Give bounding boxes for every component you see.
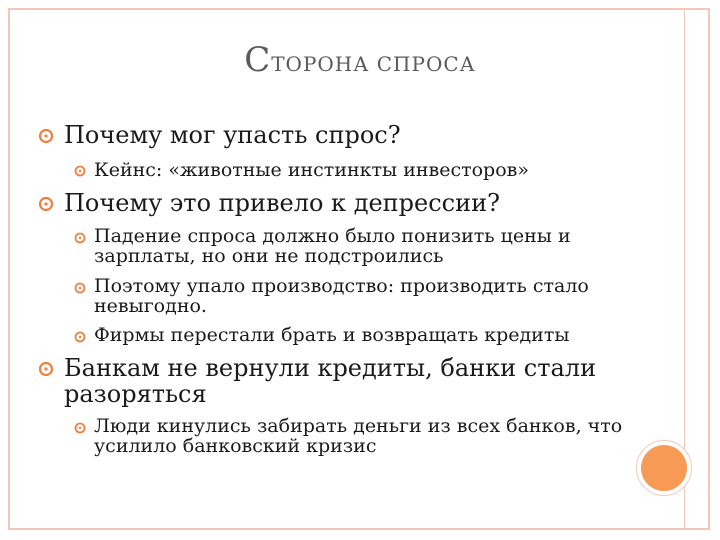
sub-bullet-icon bbox=[74, 282, 86, 294]
sub-bullet-text: Фирмы перестали брать и возвращать кредиты bbox=[94, 324, 570, 346]
sub-bullet-text: Кейнс: «животные инстинкты инвесторов» bbox=[94, 159, 529, 181]
frame-accent-line bbox=[684, 10, 685, 530]
sub-bullet-icon bbox=[74, 422, 86, 434]
sub-bullet-icon bbox=[74, 165, 86, 177]
bullet-icon bbox=[38, 361, 54, 377]
title-rest: ТОРОНА СПРОСА bbox=[271, 52, 476, 76]
sub-bullet-icon bbox=[74, 232, 86, 244]
bullet-text: Почему мог упасть спрос? bbox=[64, 121, 401, 149]
sub-bullet-text: Поэтому упало производство: производить стало невыгодно. bbox=[94, 275, 589, 317]
decorative-circle bbox=[641, 445, 687, 491]
slide-title bbox=[0, 40, 720, 80]
bullet-icon bbox=[38, 128, 54, 144]
bullet-text: Почему это привело к депрессии? bbox=[64, 189, 500, 217]
bullet-icon bbox=[38, 196, 54, 212]
title-initial: С bbox=[244, 40, 272, 80]
sub-bullet-text: Падение спроса должно было понизить цены и зарплаты, но они не подстроились bbox=[94, 225, 571, 267]
sub-bullet-text: Люди кинулись забирать деньги из всех банков, что усилило банковский кризис bbox=[94, 415, 623, 457]
sub-bullet-icon bbox=[74, 331, 86, 343]
bullet-text: Банкам не вернули кредиты, банки стали разоряться bbox=[64, 354, 597, 408]
